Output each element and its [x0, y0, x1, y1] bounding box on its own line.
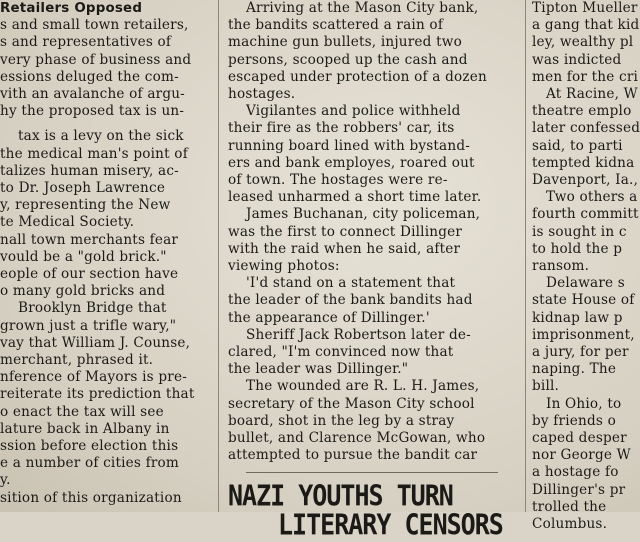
- text-line: by friends o: [532, 412, 616, 429]
- text-line: y, representing the New: [0, 197, 171, 214]
- left-column: [0, 0, 214, 512]
- text-line: ers and bank employes, roared out: [228, 154, 475, 171]
- text-line: lature back in Albany in: [0, 420, 170, 437]
- text-line: the leader was Dillinger.": [228, 361, 409, 378]
- text-line: Delaware s: [546, 275, 625, 292]
- column-divider: [218, 0, 219, 512]
- text-line: bullet, and Clarence McGowan, who: [228, 430, 486, 447]
- right-column: [530, 0, 640, 533]
- text-line: very phase of business and: [0, 51, 192, 68]
- text-line: was the first to connect Dillinger: [228, 223, 463, 240]
- text-line: s and representatives of: [0, 34, 172, 51]
- text-line: Brooklyn Bridge that: [18, 300, 167, 317]
- headline-line-1: NAZI YOUTHS TURN: [228, 479, 453, 513]
- text-line: vith an avalanche of argu-: [0, 86, 185, 103]
- text-line: the medical man's point of: [0, 145, 188, 162]
- text-line: a hostage fo: [532, 464, 619, 481]
- text-line: fourth committ: [532, 206, 639, 223]
- text-line: a gang that kid: [532, 17, 640, 34]
- text-line: is sought in c: [532, 223, 627, 240]
- text-line: leased unharmed a short time later.: [228, 189, 482, 206]
- text-line: to hold the p: [532, 240, 623, 257]
- text-line: to Dr. Joseph Lawrence: [0, 180, 166, 197]
- text-line: merchant, phrased it.: [0, 352, 154, 369]
- text-line: vould be a "gold brick.": [0, 248, 167, 265]
- text-line: of town. The hostages were re-: [228, 172, 448, 189]
- text-line: escaped under protection of a dozen: [228, 68, 487, 85]
- text-line: reiterate its prediction that: [0, 386, 195, 403]
- text-line: was indicted: [532, 51, 622, 68]
- text-line: imprisonment,: [532, 326, 635, 343]
- middle-column: [224, 0, 520, 542]
- text-line: ransom.: [532, 258, 590, 275]
- text-line: viewing photos:: [228, 258, 340, 275]
- text-line: board, shot in the leg by a stray: [228, 412, 455, 429]
- text-line: nor George W: [532, 447, 631, 464]
- text-line: clared, "I'm convinced now that: [228, 344, 454, 361]
- text-line: caped desper: [532, 430, 627, 447]
- text-line: In Ohio, to: [546, 395, 622, 412]
- text-line: ssion before election this: [0, 438, 179, 455]
- text-line: Vigilantes and police withheld: [246, 103, 461, 120]
- text-line: talizes human misery, ac-: [0, 162, 179, 179]
- column-divider: [525, 0, 526, 512]
- text-line: later confessed: [532, 120, 640, 137]
- headline-separator: [246, 472, 498, 473]
- text-line: persons, scooped up the cash and: [228, 51, 468, 68]
- text-line: the appearance of Dillinger.': [228, 309, 430, 326]
- text-line: theatre emplo: [532, 103, 632, 120]
- text-line: the leader of the bank bandits had: [228, 292, 473, 309]
- text-line: nall town merchants fear: [0, 231, 179, 248]
- text-line: grown just a trifle wary,": [0, 317, 177, 334]
- text-line: Davenport, Ia.,: [532, 172, 639, 189]
- text-line: state House of: [532, 292, 635, 309]
- section-heading: Retailers Opposed: [0, 1, 143, 16]
- text-line: Columbus.: [532, 516, 608, 533]
- text-line: kidnap law p: [532, 309, 623, 326]
- text-line: their fire as the robbers' car, its: [228, 120, 455, 137]
- text-line: attempted to pursue the bandit car: [228, 447, 478, 464]
- text-line: secretary of the Mason City school: [228, 395, 475, 412]
- text-line: tax is a levy on the sick: [18, 128, 184, 145]
- text-line: essions deluged the com-: [0, 68, 179, 85]
- text-line: said, to parti: [532, 137, 623, 154]
- text-line: the bandits scattered a rain of: [228, 17, 444, 34]
- text-line: Two others a: [546, 189, 638, 206]
- text-line: The wounded are R. L. H. James,: [246, 378, 480, 395]
- text-line: James Buchanan, city policeman,: [246, 206, 481, 223]
- text-line: Sheriff Jack Robertson later de-: [246, 326, 471, 343]
- text-line: with the raid when he said, after: [228, 240, 461, 257]
- text-line: ley, wealthy pl: [532, 34, 634, 51]
- text-line: o enact the tax will see: [0, 403, 164, 420]
- text-line: men for the cri: [532, 68, 639, 85]
- text-line: a jury, for per: [532, 344, 629, 361]
- text-line: trolled the: [532, 498, 607, 515]
- text-line: 'I'd stand on a statement that: [246, 275, 456, 292]
- text-line: running board lined with bystand-: [228, 137, 471, 154]
- text-line: hostages.: [228, 86, 296, 103]
- headline-line-2: LITERARY CENSORS: [278, 508, 503, 542]
- text-line: bill.: [532, 378, 560, 395]
- text-line: eople of our section have: [0, 266, 179, 283]
- text-line: sition of this organization: [0, 489, 182, 506]
- text-line: Tipton Mueller: [532, 0, 638, 16]
- text-line: At Racine, W: [546, 86, 638, 103]
- text-line: tempted kidna: [532, 154, 635, 171]
- text-line: hy the proposed tax is un-: [0, 103, 185, 120]
- paragraph-gap: [0, 120, 214, 128]
- text-line: vay that William J. Counse,: [0, 334, 191, 351]
- text-line: nference of Mayors is pre-: [0, 369, 188, 386]
- text-line: y.: [0, 472, 11, 489]
- text-line: e a number of cities from: [0, 455, 180, 472]
- text-line: Arriving at the Mason City bank,: [246, 0, 479, 16]
- text-line: Dillinger's pr: [532, 481, 626, 498]
- text-line: machine gun bullets, injured two: [228, 34, 462, 51]
- text-line: te Medical Society.: [0, 214, 135, 231]
- text-line: naping. The: [532, 361, 617, 378]
- text-line: s and small town retailers,: [0, 17, 189, 34]
- text-line: o many gold bricks and: [0, 283, 166, 300]
